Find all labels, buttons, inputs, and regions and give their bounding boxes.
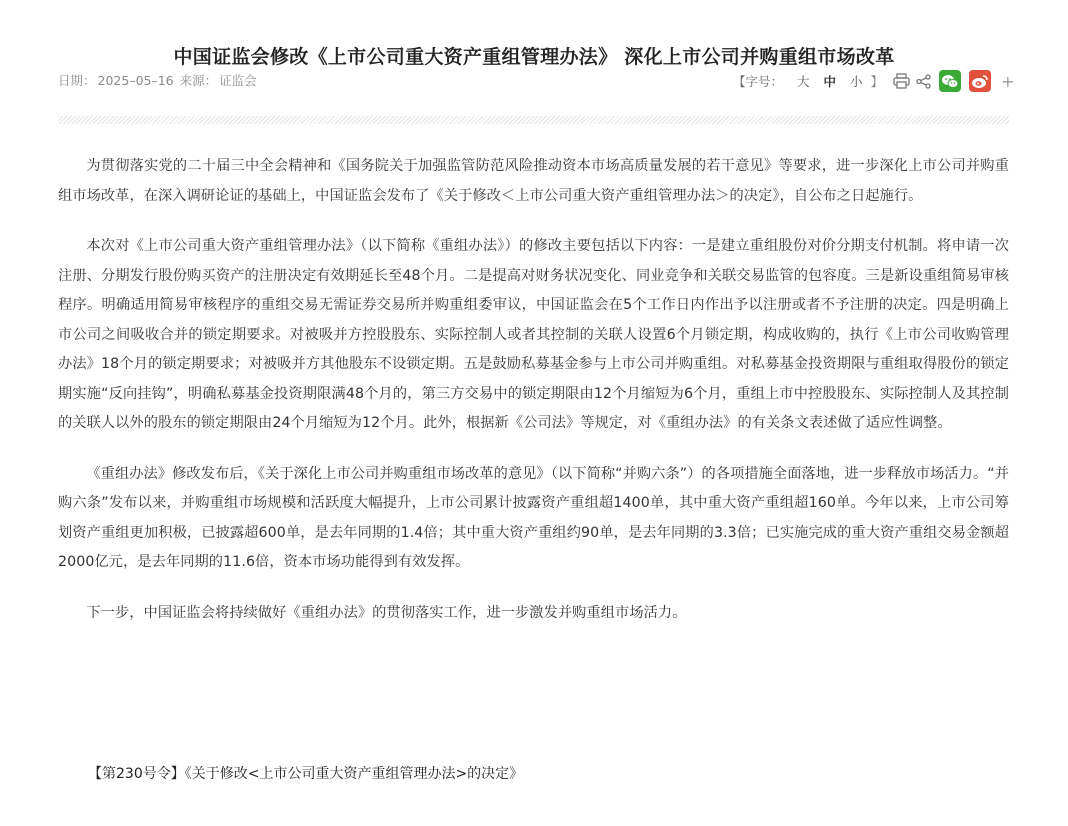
article-body [58, 152, 1009, 649]
share-icon[interactable] [916, 74, 931, 89]
source-value: 证监会 [219, 73, 257, 88]
wechat-icon[interactable] [939, 70, 961, 92]
font-size-bracket: 】 [870, 74, 884, 89]
article-paragraph: 为贯彻落实党的二十届三中全会精神和《国务院关于加强监管防范风险推动资本市场高质量发展的若干意见》等要求，进一步深化上市公司并购重组市场改革，在深入调研论证的基础上，中国证监会发布了《关于修改＜上市公司重大资产重组管理办法＞的决定》，自公布之日起施行。 [58, 158, 1009, 204]
article-paragraph: 本次对《上市公司重大资产重组管理办法》（以下简称《重组办法》）的修改主要包括以下内容：一是建立重组股份对价分期支付机制。将申请一次注册、分期发行股份购买资产的注册决定有效期延长至48个月。二是提高对财务状况变化、同业竞争和关联交易监管的包容度。三是新设重组简易审核程序。明确适用简易审核程序的重组交易无需证券交易所并购重组委审议，中国证监会在5个工作日内作出予以注册或者不予注册的决定。四是明确上市公司之间吸收合并的锁定期要求。对被吸并方控股股东、实际控制人或者其控制的关联人设置6个月锁定期，构成收购的，执行《上市公司收购管理办法》18个月的锁定期要求；对被吸并方其他股东不设锁定期。五是鼓励私募基金参与上市公司并购重组。对私募基金投资期限与重组取得股份的锁定期实施“反向挂钩”，明确私募基金投资期限满48个月的，第三方交易中的锁定期限由12个月缩短为6个月，重组上市中控股股东、实际控制人及其控制的关联人以外的股东的锁定期限由24个月缩短为12个月。此外，根据新《公司法》等规定，对《重组办法》的有关条文表述做了适应性调整。 [58, 238, 1009, 431]
article-paragraph: 下一步，中国证监会将持续做好《重组办法》的贯彻落实工作，进一步激发并购重组市场活力。 [86, 604, 687, 621]
source-label: 来源： [179, 73, 218, 88]
article-paragraph: 《重组办法》修改发布后，《关于深化上市公司并购重组市场改革的意见》（以下简称“并购六条”）的各项措施全面落地，进一步释放市场活力。“并购六条”发布以来，并购重组市场规模和活跃度大幅提升，上市公司累计披露资产重组超1400单，其中重大资产重组超160单。今年以来，上市公司筹划资产重组更加积极，已披露超600单，是去年同期的1.4倍；其中重大资产重组约90单，是去年同期的3.3倍；已实施完成的重大资产重组交易金额超2000亿元，是去年同期的11.6倍，资本市场功能得到有效发挥。 [58, 465, 1009, 570]
font-size-label: 【字号： [733, 74, 784, 89]
weibo-icon[interactable] [969, 70, 991, 92]
date-value: 2025–05–16 [97, 73, 174, 88]
attachment-link[interactable]: 【第230号令】《关于修改<上市公司重大资产重组管理办法>的决定》 [88, 766, 524, 782]
date-label: 日期： [58, 73, 96, 88]
plus-icon[interactable]: + [1001, 71, 1015, 91]
font-size-medium-button[interactable]: 中 [823, 74, 837, 89]
font-size-small-button[interactable]: 小 [850, 74, 863, 89]
article-toolbar [733, 69, 1014, 93]
article-title: 中国证监会修改《上市公司重大资产重组管理办法》 深化上市公司并购重组市场改革 [173, 46, 895, 68]
font-size-large-button[interactable]: 大 [797, 74, 810, 89]
article-meta [58, 71, 259, 89]
title-divider [58, 116, 1009, 124]
print-icon[interactable] [893, 73, 910, 89]
